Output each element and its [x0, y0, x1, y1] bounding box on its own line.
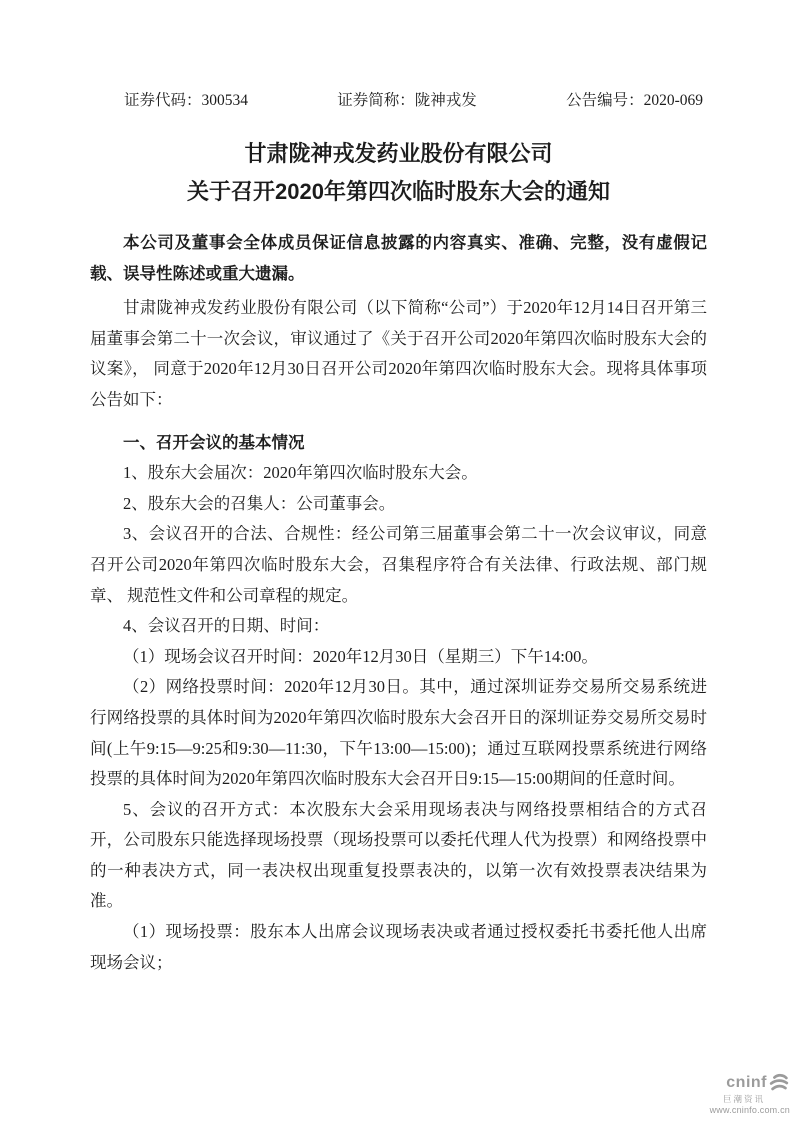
- intro-paragraph: 甘肃陇神戎发药业股份有限公司（以下简称“公司”）于2020年12月14日召开第三届董事会第二十一次会议，审议通过了《关于召开公司2020年第四次临时股东大会的议案》， 同意于2020年12月30日召开公司2020年第四次临时股东大会。现将具体事项公告如下：: [90, 298, 707, 409]
- cninfo-chinese-name: 巨潮资讯: [722, 1094, 765, 1104]
- notice-title: 关于召开2020年第四次临时股东大会的通知: [187, 179, 610, 204]
- para-meeting-convener: 2、股东大会的召集人：公司董事会。: [123, 493, 396, 513]
- header-meta-row: [90, 88, 707, 110]
- stock-abbr-label: 证券简称：陇神戎发: [337, 92, 477, 109]
- para-onsite-meeting-time: （1）现场会议召开时间：2020年12月30日（星期三）下午14:00。: [123, 646, 598, 666]
- para-meeting-legality: 3、会议召开的合法、合规性：经公司第三届董事会第二十一次会议审议，同意召开公司2020年第四次临时股东大会，召集程序符合有关法律、行政法规、部门规章、 规范性文件和公司章程的规定。: [90, 524, 707, 605]
- para-onsite-voting: （1）现场投票：股东本人出席会议现场表决或者通过授权委托书委托他人出席现场会议；: [90, 922, 707, 972]
- stock-code-label: 证券代码：300534: [124, 92, 249, 109]
- disclaimer-paragraph: 本公司及董事会全体成员保证信息披露的内容真实、准确、完整，没有虚假记载、误导性陈述或重大遗漏。: [90, 234, 707, 283]
- cninfo-swirl-icon: [768, 1072, 790, 1094]
- para-meeting-session: 1、股东大会届次：2020年第四次临时股东大会。: [123, 463, 478, 483]
- announcement-number-label: 公告编号：2020-069: [566, 92, 703, 109]
- para-online-voting-time: （2）网络投票时间：2020年12月30日。其中，通过深圳证券交易所交易系统进行网络投票的具体时间为2020年第四次临时股东大会召开日的深圳证券交易所交易时间(上午9:15—9:25和9:30—11:30，下午13:00—15:00)；通过互联网投票系统进行网络投票的具体时间为2020年第四次临时股东大会召开日9:15—15:00期间的任意时间。: [90, 677, 707, 789]
- para-meeting-method: 5、会议的召开方式：本次股东大会采用现场表决与网络投票相结合的方式召开，公司股东只能选择现场投票（现场投票可以委托代理人代为投票）和网络投票中的一种表决方式，同一表决权出现重复投票表决的，以第一次有效投票表决结果为准。: [90, 799, 707, 911]
- company-name-title: 甘肃陇神戎发药业股份有限公司: [244, 141, 553, 166]
- cninfo-logo-row: [726, 1072, 790, 1094]
- cninfo-brand-text: cninf: [726, 1074, 767, 1092]
- section-heading-basic-info: 一、召开会议的基本情况: [123, 433, 305, 452]
- cninfo-logo: [710, 1072, 790, 1116]
- cninfo-website-text: www.cninfo.com.cn: [709, 1105, 790, 1116]
- para-meeting-datetime: 4、会议召开的日期、时间：: [123, 616, 330, 636]
